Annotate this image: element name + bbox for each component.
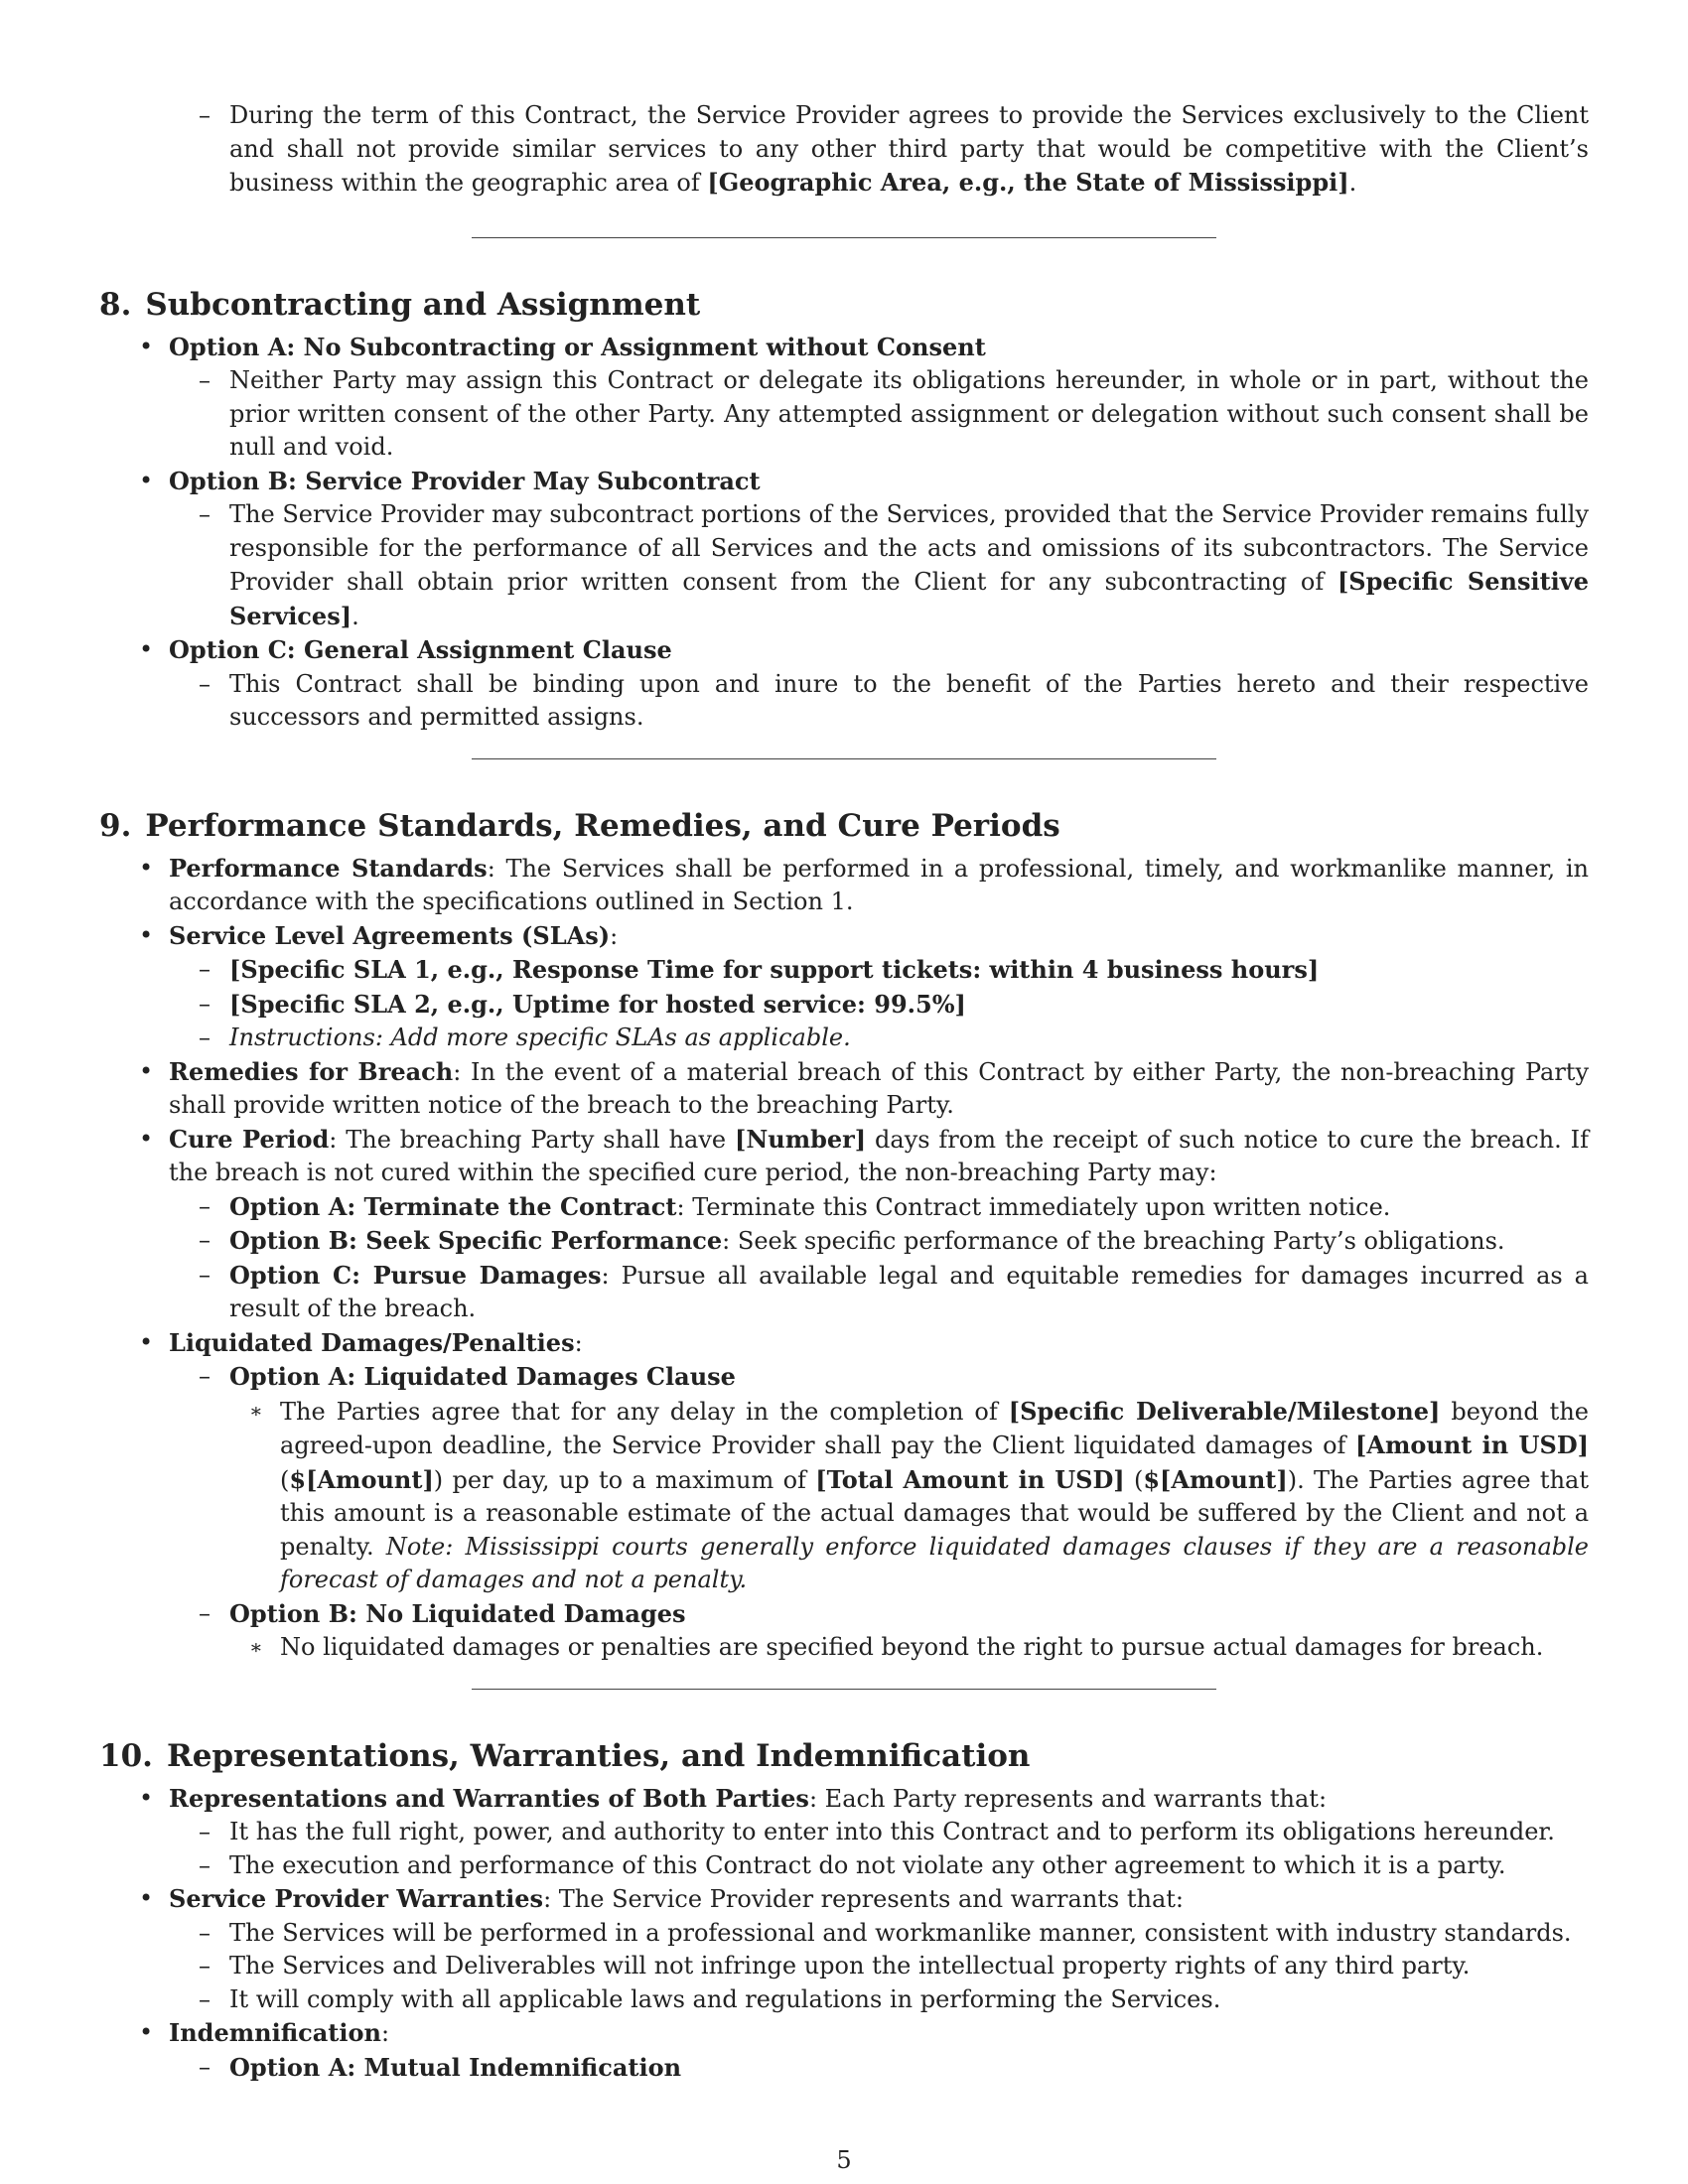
bullet-marker: • — [139, 1884, 154, 1912]
warranty-item: – It has the full right, power, and authority to enter into this Contract and to perform its obligations hereunder. — [199, 1818, 1555, 1845]
cure-period: • Cure Period: The breaching Party shall have [Number] days from the receipt of such notice to cure the breach. If the breach is not cured within the specified cure period, the non-breaching Party may: – Option A: Terminate the Contract: Terminate this Contract immediately upon written notice. – Option B: Seek Specific Performance: Seek specific performance of the breaching Party’s obligations. – Option C: Pursue Damages: Pursue all available legal and equitable remedies for damages incurred as a result of the breach. — [99, 1123, 1589, 1326]
indemnification-option-a: – Option A: Mutual Indemnification — [199, 2052, 682, 2082]
section-10-title: 10. Representations, Warranties, and Indemnification — [99, 1737, 1031, 1774]
placeholder-number: [Number] — [734, 1124, 867, 1154]
service-provider-warranties: • Service Provider Warranties: The Service Provider represents and warrants that: – The Services will be performed in a professional and workmanlike manner, consistent with industry standards. – The Services and Deliverables will not infringe upon the intellectual property rights of any third party. – It will comply with all applicable laws and regulations in performing the Services. — [99, 1882, 1589, 2016]
bullet-marker: • — [139, 1327, 154, 1356]
liquidated-damages: • Liquidated Damages/Penalties: – Option A: Liquidated Damages Clause ∗ The Parties agree that for any delay in the completion of [Specific Deliverable/Milestone] beyond the agreed-upon deadline, the Service Provider shall pay the Client liquidated damages of [Amount in USD] ($[Amount]) per day, up to a maximum of [Total Amount in USD] ($[Amount]). The Parties agree that this amount is a reasonable estimate of the actual damages that would be suffered by the Client and not a penalty. Note: Mississippi courts generally enforce liquidated damages clauses if they are a reasonable forecast of damages and not a penalty. – Option B: No Liquidated Damages ∗ No liquidated damages or penalties are specified beyond the right to pursue actual damages for breach. — [99, 1326, 1589, 1665]
bullet-marker: • — [139, 1056, 154, 1085]
bullet-marker: • — [139, 466, 154, 494]
dash-marker: – — [199, 101, 211, 129]
performance-standards: • Performance Standards: The Services shall be performed in a professional, timely, and workmanlike manner, in accordance with the specifications outlined in Section 1. — [139, 853, 1590, 915]
section-8-option-c: • Option C: General Assignment Clause – This Contract shall be binding upon and inure to the benefit of the Parties hereto and their respective successors and permitted assigns. — [139, 635, 1589, 731]
warranty-item: – It will comply with all applicable laws and regulations in performing the Services. — [199, 1984, 1221, 2013]
page-content — [99, 99, 1589, 2085]
warranty-item: – The execution and performance of this Contract do not violate any other agreement to which it is a party. — [199, 1850, 1506, 1879]
section-8-option-a: • Option A: No Subcontracting or Assignment without Consent – Neither Party may assign this Contract or delegate its obligations hereunder, in whole or in part, without the prior written consent of the other Party. Any attempted assignment or delegation without such consent shall be null and void. — [139, 332, 1589, 461]
warranty-item: – The Services will be performed in a professional and workmanlike manner, consistent with industry standards. — [199, 1918, 1572, 1947]
liquidated-option-b: – Option B: No Liquidated Damages ∗ No liquidated damages or penalties are specified beyond the right to pursue actual damages for breach. — [199, 1598, 1544, 1661]
placeholder-sensitive-services: [Specific Sensitive Services] — [229, 567, 1590, 630]
indemnification: • Indemnification: – Option A: Mutual Indemnification — [99, 2016, 1589, 2085]
bullet-marker: • — [139, 1124, 154, 1153]
bullet-marker: • — [139, 2018, 154, 2046]
bullet-marker: • — [139, 635, 154, 663]
placeholder-geographic-area: [Geographic Area, e.g., the State of Mississippi] — [707, 168, 1349, 197]
bullet-marker: • — [139, 853, 154, 882]
mississippi-note: Note: Mississippi courts generally enforce liquidated damages clauses if they are a reasonable forecast of damages and not a penalty. — [280, 1532, 1590, 1593]
clause-text: During the term of this Contract, the Service Provider agrees to provide the Services exclusively to the Client and shall not provide similar services to any other third party that would be competitive with the Client’s business within the geographic area of — [229, 101, 1589, 197]
warranties-both-parties: • Representations and Warranties of Both Parties: Each Party represents and warrants that: – It has the full right, power, and authority to enter into this Contract and to perform its obligations hereunder. – The execution and performance of this Contract do not violate any other agreement to which it is a party. — [99, 1782, 1589, 1883]
sla-item: – [Specific SLA 2, e.g., Uptime for hosted service: 99.5%] — [199, 989, 966, 1019]
service-level-agreements: • Service Level Agreements (SLAs): – [Specific SLA 1, e.g., Response Time for support tickets: within 4 business hours] – [Specific SLA 2, e.g., Uptime for hosted service: 99.5%] – Instructions: Add more specific SLAs as applicable. — [99, 919, 1589, 1055]
cure-option: – Option C: Pursue Damages: Pursue all available legal and equitable remedies for damages incurred as a result of the breach. — [199, 1260, 1589, 1322]
exclusivity-clause: – During the term of this Contract, the Service Provider agrees to provide the Services exclusively to the Client and shall not provide similar services to any other third party that would be competitive with the Client’s business within the geographic area of [Geographic Area, e.g., the State of Mississippi]. — [199, 101, 1589, 197]
bullet-marker: • — [139, 920, 154, 949]
bullet-marker: • — [139, 332, 154, 360]
sla-item: – [Specific SLA 1, e.g., Response Time for support tickets: within 4 business hours] — [199, 955, 1320, 984]
bullet-marker: • — [139, 1783, 154, 1812]
section-8-option-b: • Option B: Service Provider May Subcontract – The Service Provider may subcontract portions of the Services, provided that the Service Provider remains fully responsible for the performance of all Services and the acts and omissions of its subcontractors. The Service Provider shall obtain prior written consent from the Client for any subcontracting of [Specific Sensitive Services]. — [139, 466, 1590, 630]
liquidated-option-a: – Option A: Liquidated Damages Clause ∗ The Parties agree that for any delay in the completion of [Specific Deliverable/Milestone] beyond the agreed-upon deadline, the Service Provider shall pay the Client liquidated damages of [Amount in USD] ($[Amount]) per day, up to a maximum of [Total Amount in USD] ($[Amount]). The Parties agree that this amount is a reasonable estimate of the actual damages that would be suffered by the Client and not a penalty. Note: Mississippi courts generally enforce liquidated damages clauses if they are a reasonable forecast of damages and not a penalty. — [199, 1362, 1590, 1593]
warranty-item: – The Services and Deliverables will not infringe upon the intellectual property rights of any third party. — [199, 1952, 1471, 1979]
remedies-for-breach: • Remedies for Breach: In the event of a material breach of this Contract by either Party, the non-breaching Party shall provide written notice of the breach to the breaching Party. — [139, 1056, 1589, 1119]
section-8-title: 8. Subcontracting and Assignment — [99, 286, 701, 323]
cure-option: – Option B: Seek Specific Performance: Seek specific performance of the breaching Party’s obligations. — [199, 1226, 1505, 1255]
section-9-title: 9. Performance Standards, Remedies, and Cure Periods — [99, 807, 1060, 844]
sla-instruction: – Instructions: Add more specific SLAs as applicable. — [199, 1024, 851, 1051]
cure-option: – Option A: Terminate the Contract: Terminate this Contract immediately upon written notice. — [199, 1191, 1391, 1221]
page-number: 5 — [836, 2146, 852, 2174]
